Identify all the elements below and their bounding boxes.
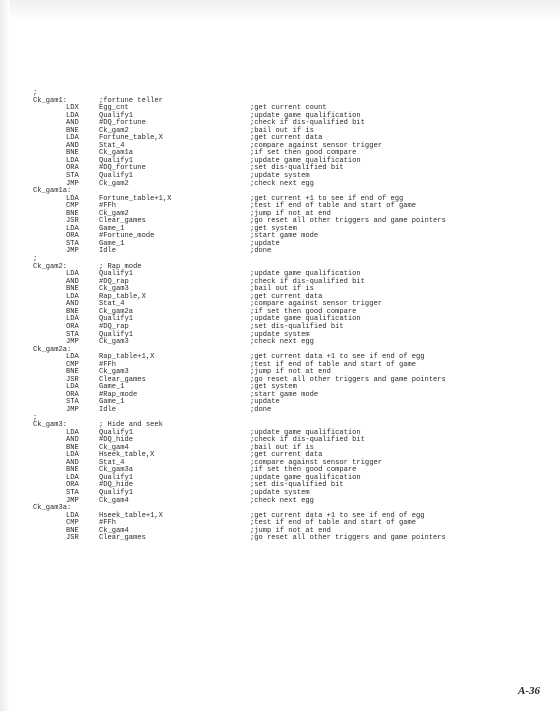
line-opcode: JMP xyxy=(66,247,79,256)
line-opcode: BNE xyxy=(66,149,79,158)
line-operand: Qualify1 xyxy=(99,315,134,324)
code-line xyxy=(33,535,548,543)
line-label: Ck_gam1: xyxy=(33,96,68,105)
line-operand: #Fortune_mode xyxy=(99,232,155,241)
line-comment: ;update system xyxy=(250,488,310,497)
line-comment: ;update system xyxy=(250,330,310,339)
line-comment: ;compare against sensor trigger xyxy=(250,141,382,150)
scan-edge-top xyxy=(0,0,560,20)
line-opcode: LDA xyxy=(66,224,79,233)
line-comment: ;get current data +1 to see if end of egg xyxy=(250,511,425,520)
line-operand: Clear_games xyxy=(99,217,146,226)
line-opcode: AND xyxy=(66,277,79,286)
line-label: Ck_gam1a: xyxy=(33,187,72,196)
line-opcode: STA xyxy=(66,398,79,407)
line-comment: ;go reset all other triggers and game pointers xyxy=(250,217,446,226)
line-operand: Stat_4 xyxy=(99,141,125,150)
line-opcode: JMP xyxy=(66,496,79,505)
line-opcode: LDA xyxy=(66,451,79,460)
line-opcode: STA xyxy=(66,239,79,248)
line-operand: #DQ_rap xyxy=(99,277,129,286)
line-opcode: CMP xyxy=(66,202,79,211)
line-operand: Qualify1 xyxy=(99,156,134,165)
line-operand: Game_1 xyxy=(99,224,125,233)
line-comment: ;update game qualification xyxy=(250,111,361,120)
line-operand: Clear_games xyxy=(99,534,146,543)
line-opcode: BNE xyxy=(66,307,79,316)
line-operand: Game_1 xyxy=(99,383,125,392)
line-operand: Ck_gam4 xyxy=(99,496,129,505)
line-opcode: AND xyxy=(66,300,79,309)
line-operand: Hseek_table,X xyxy=(99,451,155,460)
line-operand: #Rap_mode xyxy=(99,390,138,399)
line-operand: #FFh xyxy=(99,202,117,211)
line-operand: ; Rap mode xyxy=(99,262,142,271)
line-opcode: ORA xyxy=(66,390,79,399)
line-operand: Ck_gam3a xyxy=(99,466,134,475)
line-operand: Stat_4 xyxy=(99,458,125,467)
line-comment: ;check next egg xyxy=(250,179,314,188)
line-comment: ;update xyxy=(250,398,280,407)
line-comment: ;start game mode xyxy=(250,232,319,241)
line-opcode: BNE xyxy=(66,368,79,377)
line-opcode: BNE xyxy=(66,285,79,294)
line-operand: Ck_gam3 xyxy=(99,368,129,377)
line-operand: Rap_table+1,X xyxy=(99,353,155,362)
line-comment: ;get system xyxy=(250,224,297,233)
line-comment: ;set dis-qualified bit xyxy=(250,164,344,173)
line-opcode: ORA xyxy=(66,232,79,241)
line-operand: Qualify1 xyxy=(99,473,134,482)
line-operand: Qualify1 xyxy=(99,330,134,339)
line-comment: ;get current data +1 to see if end of egg xyxy=(250,353,425,362)
line-operand: Qualify1 xyxy=(99,428,134,437)
line-opcode: BNE xyxy=(66,526,79,535)
line-label: Ck_gam2a: xyxy=(33,345,72,354)
line-opcode: BNE xyxy=(66,466,79,475)
line-opcode: LDA xyxy=(66,473,79,482)
line-opcode: JMP xyxy=(66,405,79,414)
line-operand: #DQ_fortune xyxy=(99,119,146,128)
line-operand: Idle xyxy=(99,405,117,414)
line-opcode: STA xyxy=(66,330,79,339)
code-line xyxy=(33,407,548,415)
line-comment: ;test if end of table and start of game xyxy=(250,202,417,211)
page-number: A-36 xyxy=(518,685,540,697)
line-opcode: AND xyxy=(66,436,79,445)
line-comment: ;go reset all other triggers and game pointers xyxy=(250,534,446,543)
line-operand: #FFh xyxy=(99,360,117,369)
line-opcode: AND xyxy=(66,141,79,150)
line-operand: Ck_gam3 xyxy=(99,338,129,347)
line-label: ; xyxy=(33,89,38,97)
line-operand: Game_1 xyxy=(99,398,125,407)
line-operand: Idle xyxy=(99,247,117,256)
code-line xyxy=(33,339,548,347)
line-operand: Game_1 xyxy=(99,239,125,248)
line-comment: ;go reset all other triggers and game pointers xyxy=(250,375,446,384)
line-operand: #DQ_hide xyxy=(99,481,134,490)
line-operand: #DQ_rap xyxy=(99,322,129,331)
line-opcode: JSR xyxy=(66,534,79,543)
line-comment: ;start game mode xyxy=(250,390,319,399)
line-comment: ;update game qualification xyxy=(250,156,361,165)
line-opcode: LDA xyxy=(66,383,79,392)
line-operand: Ck_gam1a xyxy=(99,149,134,158)
line-comment: ;get system xyxy=(250,383,297,392)
line-comment: ;get current count xyxy=(250,104,327,113)
line-opcode: JSR xyxy=(66,217,79,226)
line-operand: Ck_gam2 xyxy=(99,209,129,218)
line-opcode: LDA xyxy=(66,134,79,143)
line-operand: Qualify1 xyxy=(99,111,134,120)
line-opcode: LDA xyxy=(66,111,79,120)
line-comment: ;get current data xyxy=(250,451,323,460)
line-operand: Stat_4 xyxy=(99,300,125,309)
line-opcode: ORA xyxy=(66,164,79,173)
line-opcode: AND xyxy=(66,119,79,128)
line-comment: ;set dis-qualified bit xyxy=(250,481,344,490)
line-operand: Hseek_table+1,X xyxy=(99,511,163,520)
line-label: Ck_gam3a: xyxy=(33,504,72,513)
line-opcode: CMP xyxy=(66,519,79,528)
line-operand: Fortune_table,X xyxy=(99,134,163,143)
line-operand: Qualify1 xyxy=(99,172,134,181)
line-operand: Qualify1 xyxy=(99,270,134,279)
line-comment: ;update game qualification xyxy=(250,428,361,437)
line-comment: ;check if dis-qualified bit xyxy=(250,436,365,445)
code-line xyxy=(33,498,548,506)
line-comment: ;bail out if is xyxy=(250,443,314,452)
line-comment: ;test if end of table and start of game xyxy=(250,360,417,369)
line-operand: Fortune_table+1,X xyxy=(99,194,172,203)
line-opcode: CMP xyxy=(66,360,79,369)
line-label: ; xyxy=(33,413,38,422)
line-opcode: LDA xyxy=(66,353,79,362)
line-comment: ;update system xyxy=(250,172,310,181)
line-operand: #FFh xyxy=(99,519,117,528)
line-opcode: LDX xyxy=(66,104,79,113)
scan-edge-left xyxy=(0,0,10,711)
line-comment: ;jump if not at end xyxy=(250,526,331,535)
line-comment: ;done xyxy=(250,405,272,414)
line-opcode: LDA xyxy=(66,194,79,203)
line-comment: ;bail out if is xyxy=(250,126,314,135)
line-opcode: LDA xyxy=(66,428,79,437)
line-opcode: STA xyxy=(66,172,79,181)
line-opcode: ORA xyxy=(66,481,79,490)
line-label: Ck_gam3: xyxy=(33,421,68,430)
code-line xyxy=(33,248,548,256)
line-opcode: JMP xyxy=(66,338,79,347)
line-opcode: LDA xyxy=(66,511,79,520)
line-operand: Ck_gam2 xyxy=(99,179,129,188)
line-comment: ;update game qualification xyxy=(250,270,361,279)
line-comment: ;done xyxy=(250,247,272,256)
line-comment: ;get current data xyxy=(250,134,323,143)
line-operand: Rap_table,X xyxy=(99,292,146,301)
line-label: Ck_gam2: xyxy=(33,262,68,271)
line-comment: ;if set then good compare xyxy=(250,149,357,158)
line-operand: Ck_gam3 xyxy=(99,285,129,294)
line-opcode: ORA xyxy=(66,322,79,331)
line-comment: ;jump if not at end xyxy=(250,368,331,377)
line-operand: Ck_gam4 xyxy=(99,526,129,535)
line-opcode: STA xyxy=(66,488,79,497)
line-comment: ;bail out if is xyxy=(250,285,314,294)
line-opcode: JSR xyxy=(66,375,79,384)
line-operand: Ck_gam2 xyxy=(99,126,129,135)
line-comment: ;check next egg xyxy=(250,338,314,347)
line-comment: ;update xyxy=(250,239,280,248)
line-operand: #DQ_fortune xyxy=(99,164,146,173)
line-operand: Egg_cnt xyxy=(99,104,129,113)
line-operand: ; Hide and seek xyxy=(99,421,163,430)
line-comment: ;get current data xyxy=(250,292,323,301)
line-comment: ;update game qualification xyxy=(250,473,361,482)
line-comment: ;if set then good compare xyxy=(250,466,357,475)
line-opcode: LDA xyxy=(66,292,79,301)
line-comment: ;set dis-qualified bit xyxy=(250,322,344,331)
line-operand: Clear_games xyxy=(99,375,146,384)
line-operand: Ck_gam4 xyxy=(99,443,129,452)
line-comment: ;check next egg xyxy=(250,496,314,505)
line-opcode: JMP xyxy=(66,179,79,188)
line-comment: ;check if dis-qualified bit xyxy=(250,277,365,286)
line-operand: ;fortune teller xyxy=(99,96,163,105)
line-comment: ;get current +1 to see if end of egg xyxy=(250,194,404,203)
line-opcode: BNE xyxy=(66,443,79,452)
line-comment: ;check if dis-qualified bit xyxy=(250,119,365,128)
line-comment: ;jump if not at end xyxy=(250,209,331,218)
line-operand: Ck_gam2a xyxy=(99,307,134,316)
line-label: ; xyxy=(33,255,38,264)
line-comment: ;compare against sensor trigger xyxy=(250,300,382,309)
line-operand: Qualify1 xyxy=(99,488,134,497)
line-opcode: BNE xyxy=(66,209,79,218)
line-opcode: LDA xyxy=(66,270,79,279)
line-comment: ;update game qualification xyxy=(250,315,361,324)
line-comment: ;test if end of table and start of game xyxy=(250,519,417,528)
line-opcode: BNE xyxy=(66,126,79,135)
assembly-listing xyxy=(33,90,548,543)
line-comment: ;compare against sensor trigger xyxy=(250,458,382,467)
line-comment: ;if set then good compare xyxy=(250,307,357,316)
line-operand: #DQ_hide xyxy=(99,436,134,445)
line-opcode: LDA xyxy=(66,315,79,324)
line-opcode: LDA xyxy=(66,156,79,165)
code-line xyxy=(33,181,548,189)
line-opcode: AND xyxy=(66,458,79,467)
